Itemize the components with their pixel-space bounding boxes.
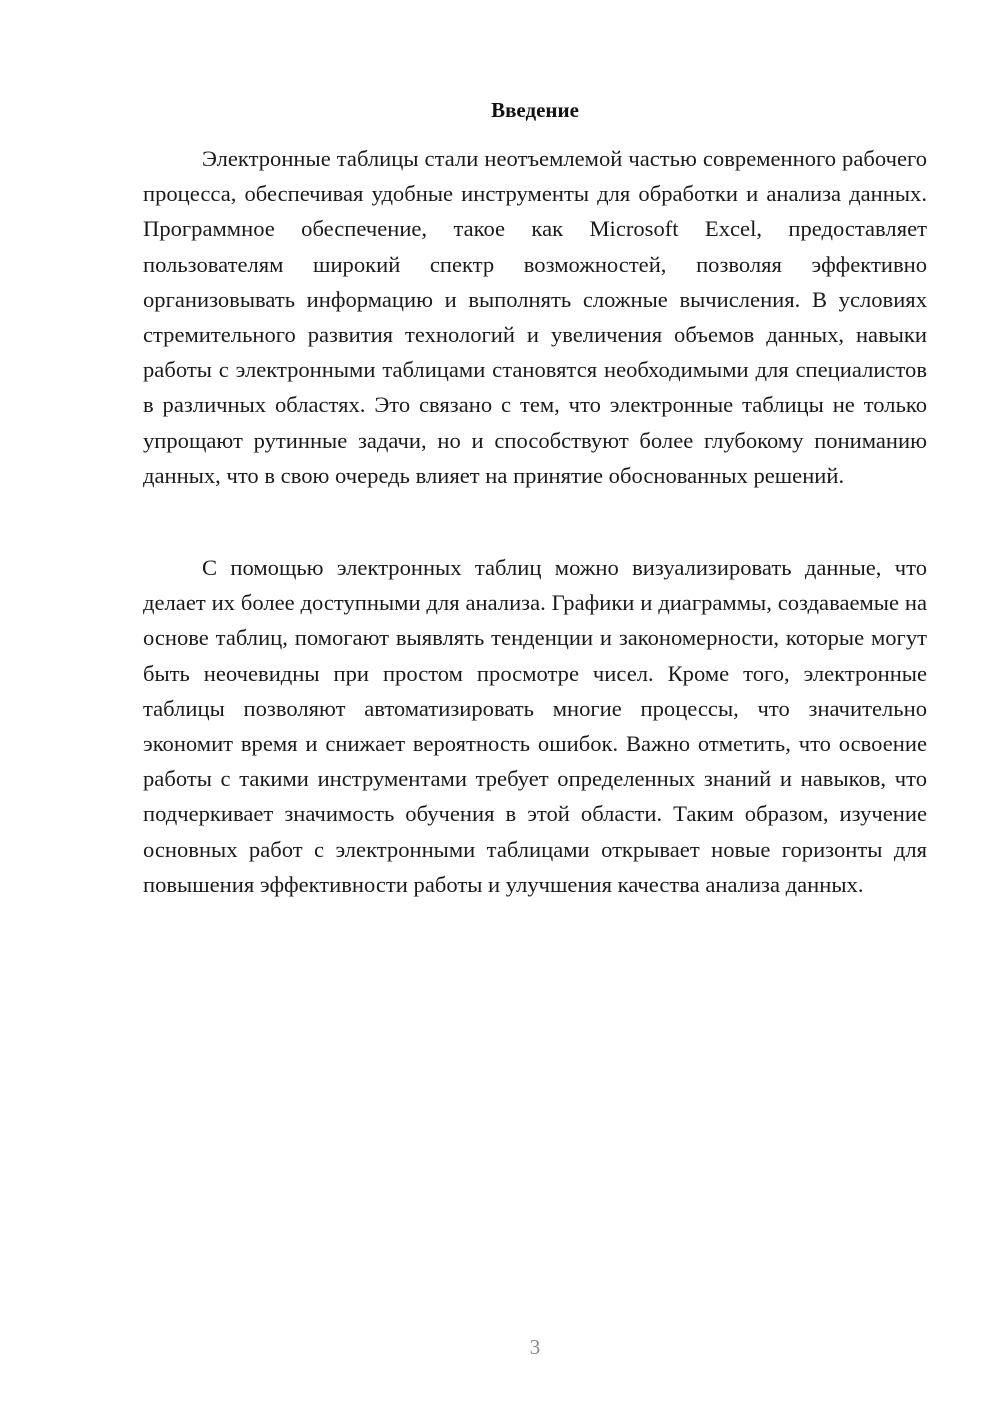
page-number: 3 [529,1335,541,1359]
paragraph-2: С помощью электронных таблиц можно визуализировать данные, что делает их более доступными для анализа. Графики и диаграммы, создаваемые на основе таблиц, помогают выявлять тенденции и закономерности, которые могут быть неочевидны при простом просмотре чисел. Кроме того, электронные таблицы позволяют автоматизировать многие процессы, что значительно экономит время и снижает вероятность ошибок. Важно отметить, что освоение работы с такими инструментами требует определенных знаний и навыков, что подчеркивает значимость обучения в этой области. Таким образом, изучение основных работ с электронными таблицами открывает новые горизонты для повышения эффективности работы и улучшения качества анализа данных. [143,555,927,897]
page-title: Введение [491,98,579,122]
paragraph-1: Электронные таблицы стали неотъемлемой частью современного рабочего процесса, обеспечивая удобные инструменты для обработки и анализа данных. Программное обеспечение, такое как Microsoft Excel, предоставляет пользователям широкий спектр возможностей, позволяя эффективно организовывать информацию и выполнять сложные вычисления. В условиях стремительного развития технологий и увеличения объемов данных, навыки работы с электронными таблицами становятся необходимыми для специалистов в различных областях. Это связано с тем, что электронные таблицы не только упрощают рутинные задачи, но и способствуют более глубокому пониманию данных, что в свою очередь влияет на принятие обоснованных решений. [143,146,927,488]
